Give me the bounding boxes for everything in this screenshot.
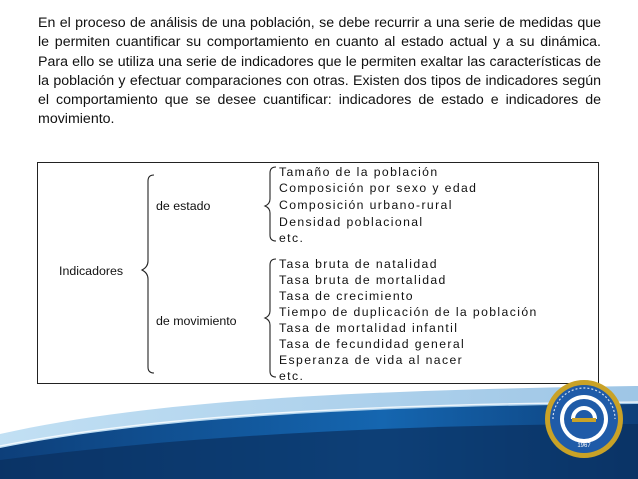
movimiento-item: Tasa bruta de natalidad bbox=[279, 257, 438, 271]
movimiento-item: Tasa de fecundidad general bbox=[279, 337, 466, 351]
university-seal-logo bbox=[543, 378, 625, 460]
estado-item: Densidad poblacional bbox=[279, 215, 424, 229]
group-label-estado: de estado bbox=[156, 199, 211, 213]
intro-paragraph: En el proceso de análisis de una población, se debe recurrir a una serie de medidas que le permiten cuantificar su comportamiento en cuanto al estado actual y a su dinámica. Para ello se utiliza una serie de indicadores que le permiten exaltar las características de la población y efectuar comparaciones con otras. Existen dos tipos de indicadores según el comportamiento que se desee cuantificar: indicadores de estado e indicadores de movimiento. bbox=[38, 15, 601, 128]
movimiento-item: Tasa de crecimiento bbox=[279, 289, 414, 303]
movimiento-item: Esperanza de vida al nacer bbox=[279, 353, 464, 367]
root-label: Indicadores bbox=[59, 264, 124, 278]
estado-brace bbox=[265, 167, 276, 241]
movimiento-item: Tasa de mortalidad infantil bbox=[279, 321, 459, 335]
movimiento-brace bbox=[265, 259, 276, 377]
indicators-diagram bbox=[37, 162, 599, 384]
movimiento-item: Tiempo de duplicación de la población bbox=[279, 305, 538, 319]
estado-item: etc. bbox=[279, 231, 305, 245]
estado-item: Tamaño de la población bbox=[279, 165, 439, 179]
group-label-movimiento: de movimiento bbox=[156, 314, 237, 328]
movimiento-item: etc. bbox=[279, 369, 305, 383]
movimiento-item: Tasa bruta de mortalidad bbox=[279, 273, 447, 287]
root-brace bbox=[142, 175, 154, 373]
estado-item: Composición por sexo y edad bbox=[279, 181, 478, 195]
estado-item: Composición urbano-rural bbox=[279, 198, 453, 212]
seal-year: 1967 bbox=[577, 443, 591, 449]
